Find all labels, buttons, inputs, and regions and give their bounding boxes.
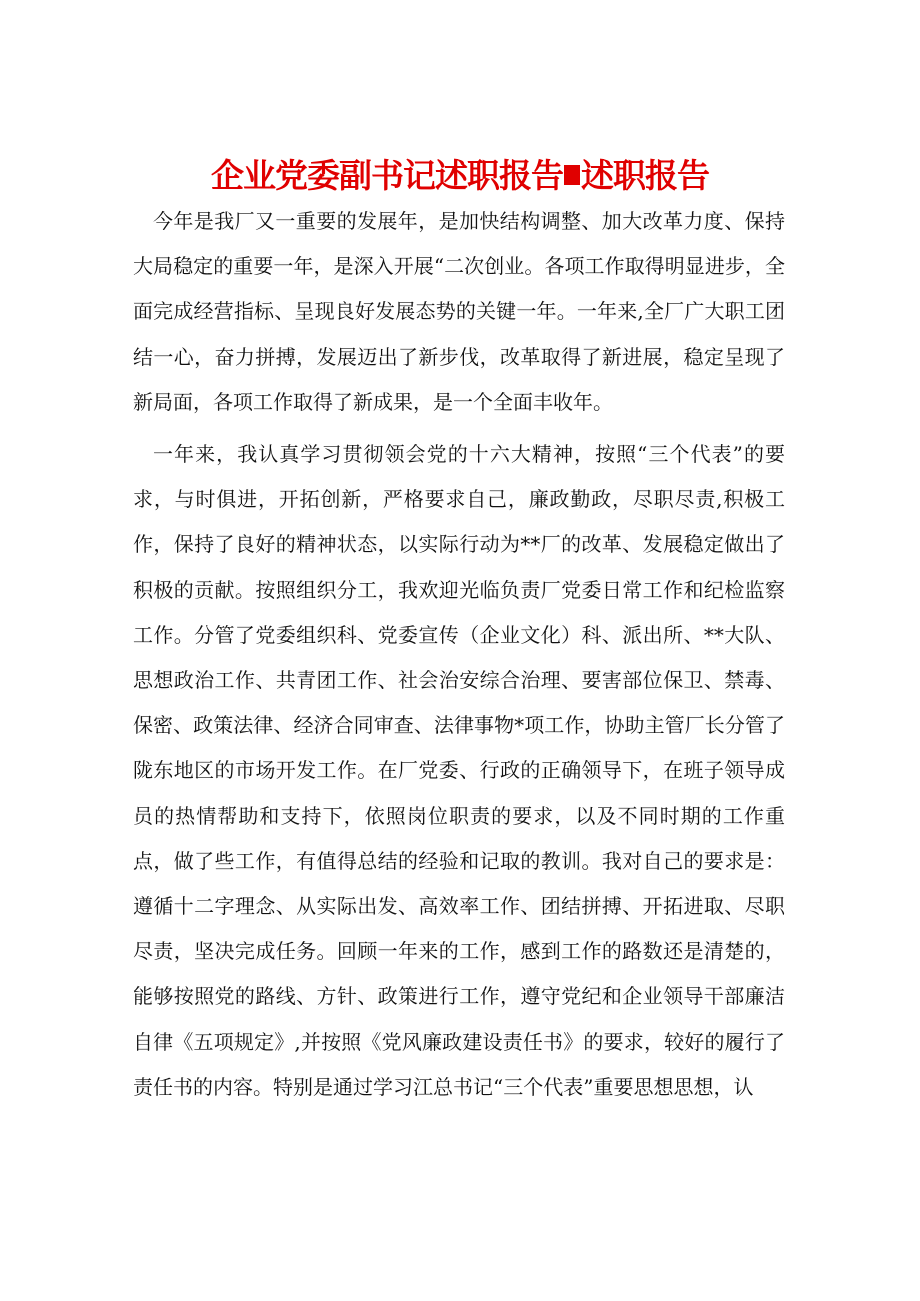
title-sub: 述职报告 [581, 156, 709, 196]
title-main: 企业党委副书记述职报告 [211, 156, 563, 196]
document-title [0, 154, 920, 198]
document-body [133, 199, 785, 1110]
title-separator-block [564, 165, 580, 185]
paragraph-2: 一年来，我认真学习贯彻领会党的十六大精神，按照“三个代表”的要求，与时俱进，开拓创新，严格要求自己，廉政勤政，尽职尽责,积极工作，保持了良好的精神状态，以实际行动为**厂的改革、发展稳定做出了积极的贡献。按照组织分工，我欢迎光临负责厂党委日常工作和纪检监察工作。分管了党委组织科、党委宣传（企业文化）科、派出所、**大队、思想政治工作、共青团工作、社会治安综合治理、要害部位保卫、禁毒、保密、政策法律、经济合同审查、法律事物*项工作，协助主管厂长分管了陇东地区的市场开发工作。在厂党委、行政的正确领导下，在班子领导成员的热情帮助和支持下，依照岗位职责的要求，以及不同时期的工作重点，做了些工作，有值得总结的经验和记取的教训。我对自己的要求是：遵循十二字理念、从实际出发、高效率工作、团结拼搏、开拓进取、尽职尽责，坚决完成任务。回顾一年来的工作，感到工作的路数还是清楚的，能够按照党的路线、方针、政策进行工作，遵守党纪和企业领导干部廉洁自律《五项规定》,并按照《党风廉政建设责任书》的要求，较好的履行了责任书的内容。特别是通过学习江总书记“三个代表”重要思想思想，认 [133, 442, 785, 1099]
paragraph-1: 今年是我厂又一重要的发展年，是加快结构调整、加大改革力度、保持大局稳定的重要一年，是深入开展“二次创业。各项工作取得明显进步，全面完成经营指标、呈现良好发展态势的关键一年。一年来,全厂广大职工团结一心，奋力拼搏，发展迈出了新步伐，改革取得了新进展，稳定呈现了新局面，各项工作取得了新成果，是一个全面丰收年。 [133, 209, 785, 414]
